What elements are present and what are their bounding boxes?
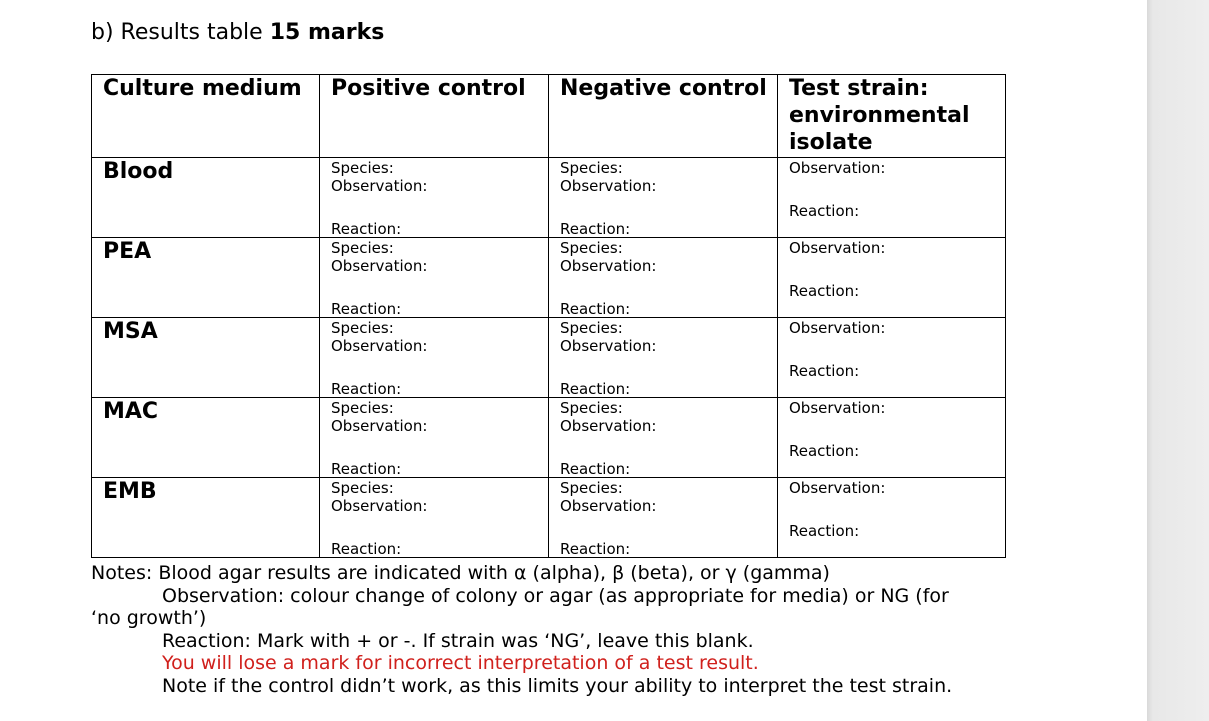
table-row: [92, 478, 1006, 558]
reaction-label: Reaction:: [789, 442, 860, 460]
positive-control-cell[interactable]: [320, 398, 549, 478]
medium-label: PEA: [92, 238, 320, 318]
observation-label: Observation:: [560, 177, 657, 195]
reaction-label: Reaction:: [560, 300, 631, 318]
test-strain-cell[interactable]: [778, 478, 1006, 558]
observation-label: Observation:: [789, 159, 886, 177]
section-heading: [91, 18, 384, 48]
header-culture-medium: Culture medium: [92, 75, 320, 158]
notes-control: Note if the control didn’t work, as this limits your ability to interpret the test strain.: [162, 674, 953, 697]
notes-observation-continued: ‘no growth’): [91, 607, 207, 629]
observation-label: Observation:: [789, 479, 886, 497]
species-label: Species:: [560, 479, 623, 497]
results-table: [91, 74, 1006, 558]
test-strain-cell[interactable]: [778, 158, 1006, 238]
heading-text: b) Results table: [91, 20, 270, 45]
observation-label: Observation:: [331, 497, 428, 515]
notes-observation-text: Observation: colour change of colony or agar (as appropriate for media) or NG (for: [162, 584, 949, 607]
observation-label: Observation:: [789, 399, 886, 417]
reaction-label: Reaction:: [331, 540, 402, 558]
negative-control-cell[interactable]: [549, 318, 778, 398]
table-row: [92, 398, 1006, 478]
test-strain-cell[interactable]: [778, 398, 1006, 478]
observation-label: Observation:: [789, 239, 886, 257]
observation-label: Observation:: [560, 497, 657, 515]
notes-blood-agar: Notes: Blood agar results are indicated with α (alpha), β (beta), or γ (gamma): [91, 562, 830, 584]
notes-warning: You will lose a mark for incorrect interpretation of a test result.: [162, 652, 759, 674]
notes-section: [91, 562, 991, 697]
observation-label: Observation:: [560, 337, 657, 355]
species-label: Species:: [560, 159, 623, 177]
negative-control-cell[interactable]: [549, 158, 778, 238]
species-label: Species:: [560, 239, 623, 257]
medium-label: MAC: [92, 398, 320, 478]
positive-control-cell[interactable]: [320, 238, 549, 318]
observation-label: Observation:: [331, 417, 428, 435]
medium-label: EMB: [92, 478, 320, 558]
notes-reaction: Reaction: Mark with + or -. If strain was ‘NG’, leave this blank.: [162, 629, 754, 652]
reaction-label: Reaction:: [789, 362, 860, 380]
species-label: Species:: [331, 159, 394, 177]
reaction-label: Reaction:: [789, 202, 860, 220]
negative-control-cell[interactable]: [549, 478, 778, 558]
reaction-label: Reaction:: [331, 380, 402, 398]
observation-label: Observation:: [560, 257, 657, 275]
reaction-label: Reaction:: [331, 300, 402, 318]
reaction-label: Reaction:: [560, 540, 631, 558]
reaction-label: Reaction:: [560, 380, 631, 398]
reaction-label: Reaction:: [331, 460, 402, 478]
table-row: [92, 318, 1006, 398]
positive-control-cell[interactable]: [320, 318, 549, 398]
negative-control-cell[interactable]: [549, 398, 778, 478]
species-label: Species:: [331, 479, 394, 497]
reaction-label: Reaction:: [560, 220, 631, 238]
species-label: Species:: [331, 319, 394, 337]
observation-label: Observation:: [331, 257, 428, 275]
table-row: [92, 158, 1006, 238]
species-label: Species:: [560, 399, 623, 417]
reaction-label: Reaction:: [789, 282, 860, 300]
header-test-strain: Test strain: environmental isolate: [778, 75, 1006, 158]
species-label: Species:: [331, 239, 394, 257]
positive-control-cell[interactable]: [320, 478, 549, 558]
reaction-label: Reaction:: [331, 220, 402, 238]
table-header-row: [92, 75, 1006, 158]
test-strain-cell[interactable]: [778, 238, 1006, 318]
medium-label: MSA: [92, 318, 320, 398]
medium-label: Blood: [92, 158, 320, 238]
reaction-label: Reaction:: [560, 460, 631, 478]
negative-control-cell[interactable]: [549, 238, 778, 318]
positive-control-cell[interactable]: [320, 158, 549, 238]
reaction-label: Reaction:: [789, 522, 860, 540]
observation-label: Observation:: [331, 337, 428, 355]
notes-observation: [91, 585, 991, 608]
table-row: [92, 238, 1006, 318]
page-margin: [1147, 0, 1209, 721]
observation-label: Observation:: [331, 177, 428, 195]
test-strain-cell[interactable]: [778, 318, 1006, 398]
header-negative-control: Negative control: [549, 75, 778, 158]
header-positive-control: Positive control: [320, 75, 549, 158]
species-label: Species:: [331, 399, 394, 417]
heading-marks: 15 marks: [269, 20, 385, 45]
species-label: Species:: [560, 319, 623, 337]
observation-label: Observation:: [789, 319, 886, 337]
observation-label: Observation:: [560, 417, 657, 435]
